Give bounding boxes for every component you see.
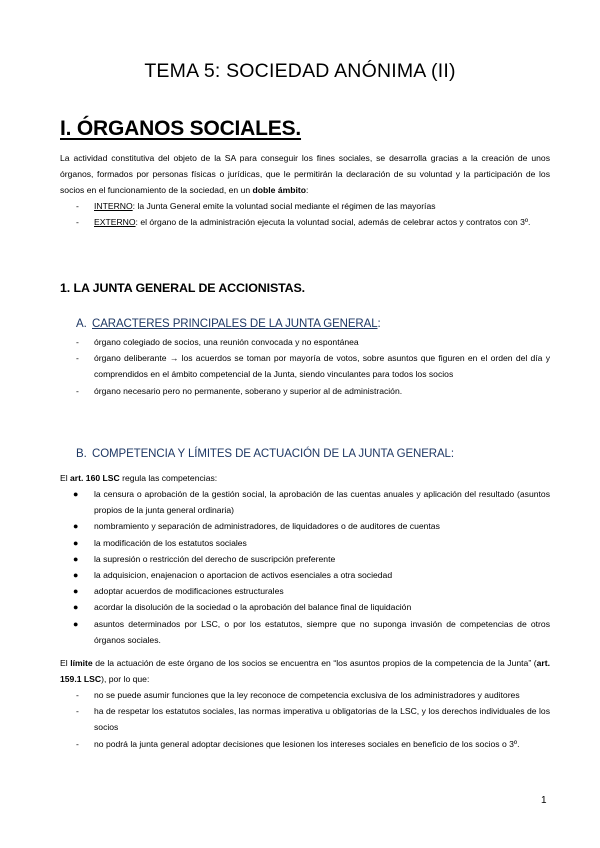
ambito-label-externo: EXTERNO (94, 217, 136, 228)
list-item (60, 198, 550, 214)
intro-bold-text: doble ámbito (252, 185, 307, 196)
caracteres-list (60, 334, 550, 399)
subheading-letter: B. (76, 448, 87, 460)
text-run: ), por lo que: (101, 674, 150, 685)
page-number: 1 (541, 795, 547, 806)
dash-marker: - (76, 706, 79, 717)
ambito-text: : el órgano de la administración ejecuta la voluntad social, además de celebrar actos y contratos con 3º. (135, 217, 531, 228)
bullet-marker: ● (73, 489, 79, 499)
intro-paragraph (60, 150, 550, 199)
bullet-marker: ● (73, 602, 79, 613)
subheading-label: COMPETENCIA Y LÍMITES DE ACTUACIÓN DE LA JUNTA GENERAL: (92, 448, 454, 460)
article-ref: art. 159.1 LSC (60, 658, 550, 685)
list-item (60, 616, 550, 648)
bullet-marker: ● (73, 537, 79, 548)
dash-marker: - (76, 337, 79, 347)
list-item (60, 383, 550, 399)
list-item-text: la supresión o restricción del derecho de suscripción preferente (94, 553, 336, 564)
bullet-marker: ● (73, 521, 79, 532)
subheading-caracteres (76, 318, 381, 330)
list-item (60, 334, 550, 350)
list-item-text: la adquisicion, enajenacion o aportacion de activos esenciales a otra sociedad (94, 570, 393, 581)
list-item (60, 599, 550, 615)
competencias-list (60, 486, 550, 648)
text-run: El (60, 473, 71, 483)
bullet-marker: ● (73, 570, 79, 581)
list-item-text: acordar la disolución de la sociedad o la aprobación del balance final de liquidación (94, 602, 412, 613)
list-item-text: la modificación de los estatutos sociales (94, 537, 247, 548)
ambitos-list (60, 198, 550, 230)
intro-end: : (306, 185, 309, 196)
list-item-text: ha de respetar los estatutos sociales, las normas imperativa u obligatorias de la LSC, y los derechos individuales de los socios (94, 706, 550, 733)
bullet-marker: ● (73, 618, 79, 629)
intro-text: La actividad constitutiva del objeto de la SA para conseguir los fines sociales, se desarrolla gracias a la creación de unos órganos, formados por personas físicas o jurídicas, que le permitirán la declaración de su voluntad y la participación de los socios en el funcionamiento de la sociedad, en un (60, 153, 550, 196)
list-item-text: asuntos determinados por LSC, o por los estatutos, siempre que no suponga invasión de competencias de otros órganos sociales. (94, 618, 550, 645)
list-item (60, 535, 550, 551)
ambito-label-interno: INTERNO (94, 201, 133, 211)
limites-list (60, 687, 550, 752)
section-heading: I. ÓRGANOS SOCIALES. (60, 117, 302, 140)
limite-bold: límite (70, 658, 93, 668)
list-item-text: no podrá la junta general adoptar decisiones que lesionen los intereses sociales en beneficio de los socios o 3º. (94, 738, 520, 749)
article-ref: art. 160 LSC (70, 473, 120, 483)
list-item-text: órgano deliberante → los acuerdos se toman por mayoría de votos, sobre asuntos que figuren en el orden del día y comprendidos en el ámbito competencial de la Junta, siendo vinculantes para todos los socios (94, 353, 550, 380)
list-item (60, 518, 550, 534)
list-item-text: la censura o aprobación de la gestión social, la aprobación de las cuentas anuales y aplicación del resultado (asuntos propios de la junta general ordinaria) (94, 489, 550, 516)
bullet-marker: ● (73, 553, 79, 564)
document-title: TEMA 5: SOCIEDAD ANÓNIMA (II) (144, 60, 456, 82)
list-item (60, 687, 550, 703)
bullet-marker: ● (73, 586, 79, 597)
list-item (60, 567, 550, 583)
dash-marker: - (76, 385, 79, 396)
text-run: El (60, 658, 71, 668)
dash-marker: - (76, 217, 79, 228)
list-item-text: órgano colegiado de socios, una reunión convocada y no espontánea (94, 337, 359, 347)
list-item-text: nombramiento y separación de administradores, de liquidadores o de auditores de cuentas (94, 521, 440, 532)
dash-marker: - (76, 738, 79, 749)
list-item-text: adoptar acuerdos de modificaciones estructurales (94, 586, 284, 597)
limite-paragraph (60, 655, 550, 687)
subheading-letter: A. (76, 318, 87, 330)
subsection-heading-junta: 1. LA JUNTA GENERAL DE ACCIONISTAS. (60, 281, 306, 295)
list-item-text: órgano necesario pero no permanente, soberano y superior al de administración. (94, 385, 403, 396)
ambito-text: : la Junta General emite la voluntad social mediante el régimen de las mayorías (132, 201, 436, 211)
list-item (60, 583, 550, 599)
list-item (60, 736, 550, 752)
text-run: regula las competencias: (119, 473, 218, 483)
list-item (60, 350, 550, 382)
list-item (60, 551, 550, 567)
list-item (60, 703, 550, 735)
list-item-text: no se puede asumir funciones que la ley reconoce de competencia exclusiva de los administradores y auditores (94, 690, 520, 700)
dash-marker: - (76, 201, 79, 211)
competencias-intro (60, 470, 550, 486)
subheading-end: : (377, 318, 381, 330)
list-item (60, 486, 550, 518)
subheading-label: CARACTERES PRINCIPALES DE LA JUNTA GENERAL (92, 318, 378, 330)
text-run: de la actuación de este órgano de los socios se encuentra en “los asuntos propios de la competencia de la Junta” ( (92, 658, 537, 668)
dash-marker: - (76, 353, 79, 364)
subheading-competencia (76, 448, 454, 460)
dash-marker: - (76, 690, 79, 700)
list-item (60, 214, 550, 230)
